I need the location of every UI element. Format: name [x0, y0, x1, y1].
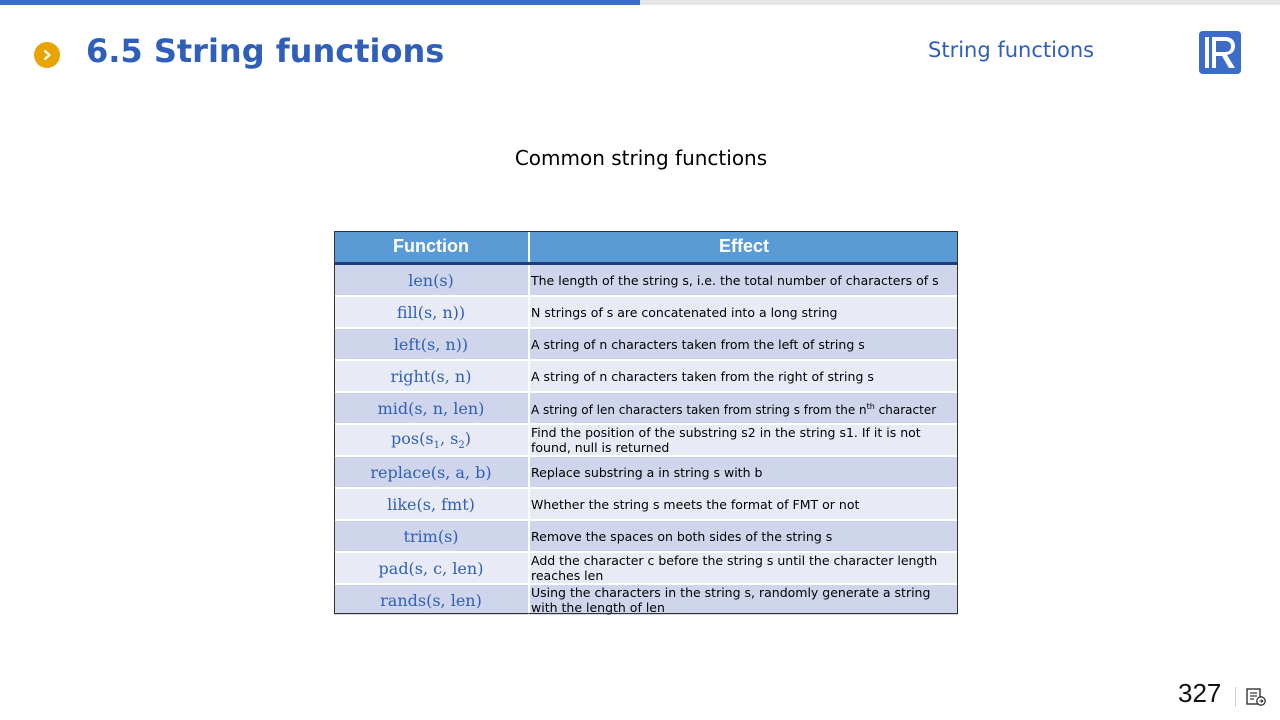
effect-text: Using the characters in the string s, randomly generate a string with the length of len	[531, 585, 931, 615]
table-row	[334, 552, 958, 584]
effect-text: Add the character c before the string s until the character length reaches len	[531, 553, 938, 583]
function-name: pos(s	[391, 428, 434, 448]
function-cell: replace(s, a, b)	[334, 456, 529, 488]
function-cell: right(s, n)	[334, 360, 529, 392]
table-row	[334, 392, 958, 424]
table-row	[334, 264, 958, 297]
notes-icon[interactable]	[1245, 686, 1267, 708]
effect-superscript: th	[866, 401, 875, 411]
table-row	[334, 424, 958, 456]
function-cell: mid(s, n, len)	[334, 392, 529, 424]
table-caption: Common string functions	[514, 146, 768, 170]
table-row	[334, 360, 958, 392]
function-cell: like(s, fmt)	[334, 488, 529, 520]
effect-cell	[529, 584, 958, 616]
effect-cell: A string of n characters taken from the left of string s	[529, 328, 958, 360]
header-effect: Effect	[529, 231, 958, 264]
function-cell: fill(s, n))	[334, 296, 529, 328]
table-header-row	[334, 231, 958, 264]
function-subscript: 2	[458, 440, 465, 452]
effect-cell: N strings of s are concatenated into a long string	[529, 296, 958, 328]
effect-text: Find the position of the substring s2 in the string s1. If it is not found, null is returned	[531, 425, 921, 455]
string-functions-table	[334, 231, 958, 617]
slide-title: 6.5 String functions	[86, 32, 445, 70]
effect-cell: Replace substring a in string s with b	[529, 456, 958, 488]
effect-cell: Remove the spaces on both sides of the string s	[529, 520, 958, 552]
table-row	[334, 456, 958, 488]
footer-divider	[1235, 687, 1236, 707]
function-name-mid: , s	[439, 428, 459, 448]
effect-cell	[529, 552, 958, 584]
page-number: 327	[1178, 678, 1222, 708]
function-cell: left(s, n))	[334, 328, 529, 360]
effect-cell	[529, 392, 958, 424]
table-row	[334, 296, 958, 328]
section-label: String functions	[928, 38, 1095, 62]
r-logo-icon	[1199, 31, 1241, 74]
table-row	[334, 488, 958, 520]
function-subscript: 1	[433, 440, 440, 452]
effect-cell: The length of the string s, i.e. the total number of characters of s	[529, 264, 958, 297]
function-cell: trim(s)	[334, 520, 529, 552]
effect-text-tail: character	[874, 402, 937, 417]
effect-cell	[529, 424, 958, 456]
top-accent-bar	[0, 0, 640, 5]
function-name-end: )	[464, 428, 471, 448]
chevron-right-icon	[34, 42, 60, 68]
effect-text: A string of len characters taken from string s from the n	[531, 402, 867, 417]
header-function: Function	[334, 231, 529, 264]
effect-cell: Whether the string s meets the format of FMT or not	[529, 488, 958, 520]
table-row	[334, 328, 958, 360]
function-cell: pad(s, c, len)	[334, 552, 529, 584]
table-row	[334, 520, 958, 552]
table-row	[334, 584, 958, 616]
top-track-bar	[640, 0, 1280, 5]
function-cell: len(s)	[334, 264, 529, 297]
effect-cell: A string of n characters taken from the right of string s	[529, 360, 958, 392]
function-cell: rands(s, len)	[334, 584, 529, 616]
function-cell	[334, 424, 529, 456]
